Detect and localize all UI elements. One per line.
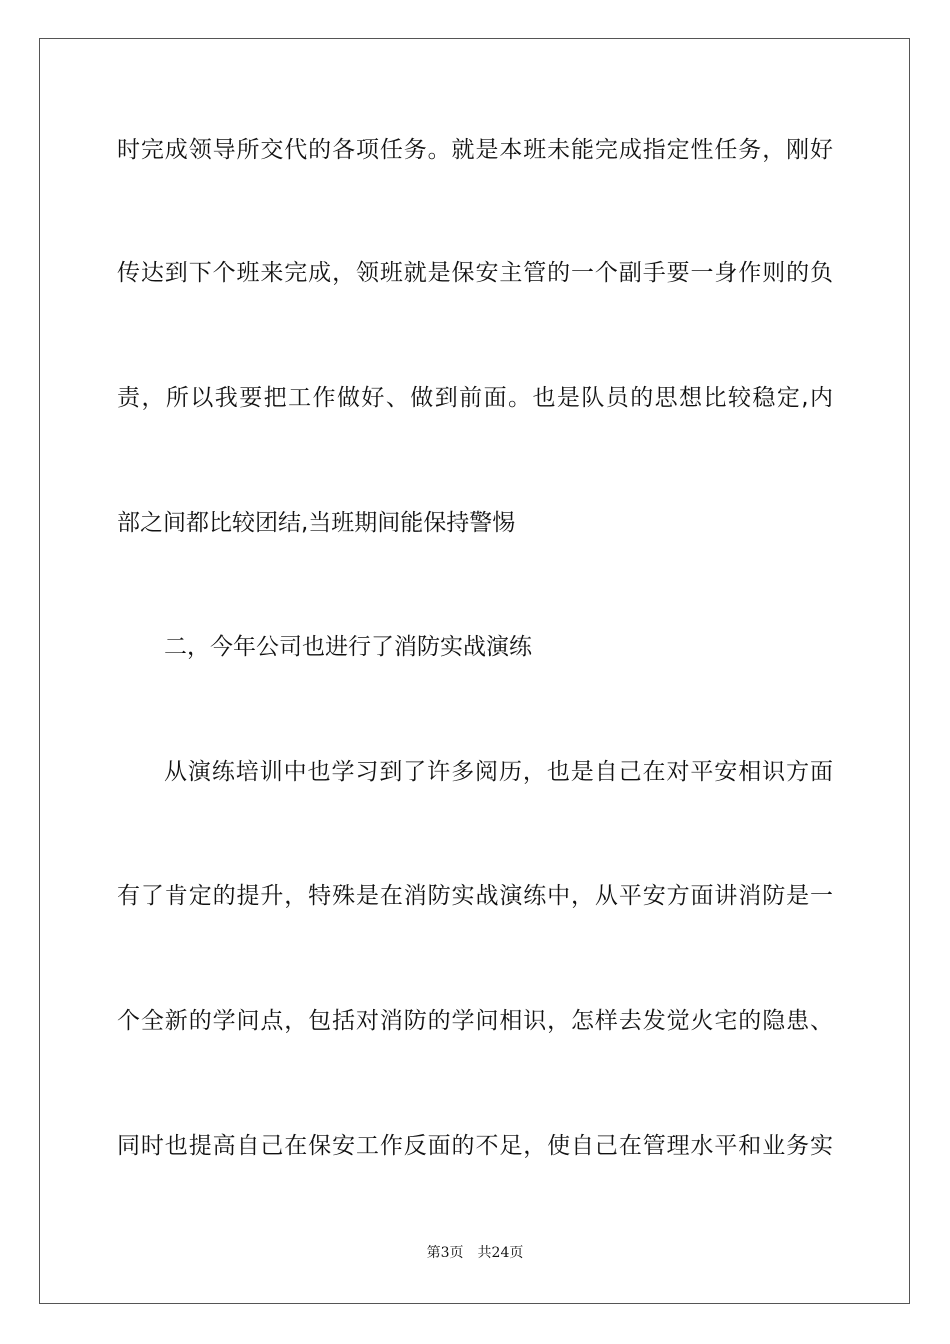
text-line-4: 部之间都比较团结,当班期间能保持警惕 <box>117 510 516 536</box>
text-line-3: 责，所以我要把工作做好、做到前面。也是队员的思想比较稳定,内 <box>117 385 833 411</box>
text-line-2: 传达到下个班来完成，领班就是保安主管的一个副手要一身作则的负 <box>117 260 833 286</box>
section-heading: 二，今年公司也进行了消防实战演练 <box>164 634 532 660</box>
text-line-6: 从演练培训中也学习到了许多阅历，也是自己在对平安相识方面 <box>164 759 833 785</box>
page-border <box>39 38 910 1304</box>
text-line-1: 时完成领导所交代的各项任务。就是本班未能完成指定性任务，刚好 <box>117 137 833 163</box>
text-line-9: 同时也提高自己在保安工作反面的不足，使自己在管理水平和业务实 <box>117 1133 833 1159</box>
text-line-7: 有了肯定的提升，特殊是在消防实战演练中，从平安方面讲消防是一 <box>117 883 833 909</box>
page-number: 第3页 <box>426 1245 464 1261</box>
page-total: 共24页 <box>477 1245 524 1261</box>
page-footer <box>0 1244 950 1262</box>
text-line-8: 个全新的学问点，包括对消防的学问相识，怎样去发觉火宅的隐患、 <box>117 1008 833 1034</box>
